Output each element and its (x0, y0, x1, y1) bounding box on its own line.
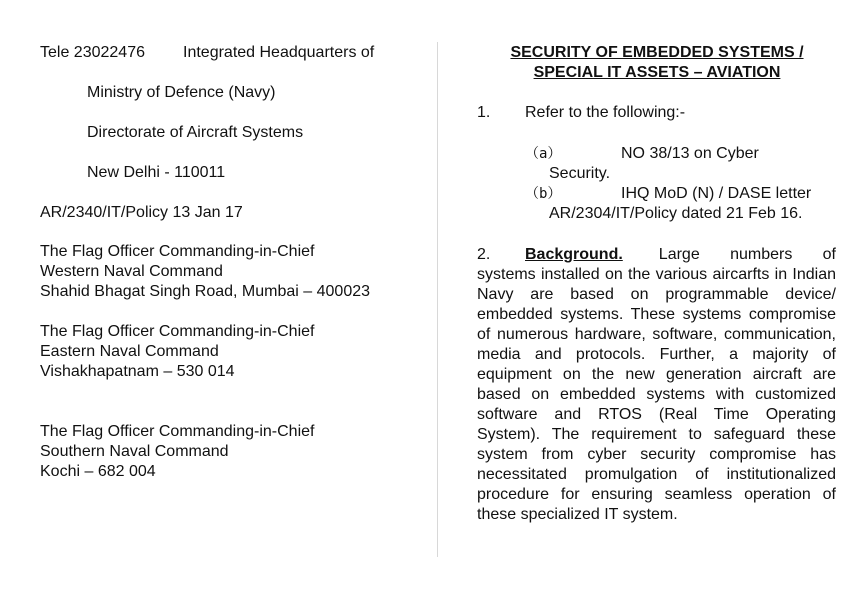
column-divider (437, 42, 438, 557)
title-line-1: SECURITY OF EMBEDDED SYSTEMS / (510, 44, 804, 61)
addressee-line: The Flag Officer Commanding-in-Chief (40, 243, 315, 260)
document-title (477, 43, 837, 83)
org-line-3: Directorate of Aircraft Systems (87, 124, 304, 141)
addressee-line: Western Naval Command (40, 263, 223, 280)
addressee-line: Eastern Naval Command (40, 343, 219, 360)
paragraph-text: Refer to the following:- (525, 104, 686, 121)
addressee-line: Shahid Bhagat Singh Road, Mumbai – 400023 (40, 283, 371, 300)
paragraph-body: Large numbers of systems installed on the various aircarfts in Indian Navy are based on programmable device/ embedded systems. These systems compromise of numerous hardware, software, communication, media and protocols. Further, a majority of equipment on the new generation aircraft are based on embedded systems with customized software and RTOS (Real Time Operating System). The requirement to safeguard these system from cyber security compromise has necessitated promulgation of institutionalized procedure for ensuring seamless operation of these specialized IT system. (477, 246, 836, 523)
item-text: NO 38/13 on Cyber (621, 145, 759, 162)
addressee-line: The Flag Officer Commanding-in-Chief (40, 323, 315, 340)
title-line-2: SPECIAL IT ASSETS – AVIATION (533, 64, 781, 81)
paragraph-number: 1. (477, 104, 491, 121)
item-text: IHQ MoD (N) / DASE letter (621, 185, 812, 202)
addressee-line: Southern Naval Command (40, 443, 229, 460)
item-tag: （b） (525, 186, 562, 202)
item-text-cont: Security. (549, 165, 611, 182)
addressee-line: Vishakhapatnam – 530 014 (40, 363, 235, 380)
reference-number: AR/2340/IT/Policy 13 Jan 17 (40, 204, 243, 221)
paragraph-number: 2. (477, 246, 491, 263)
org-line-1: Integrated Headquarters of (183, 44, 375, 61)
addressee-line: The Flag Officer Commanding-in-Chief (40, 423, 315, 440)
paragraph-heading: Background. (525, 246, 623, 263)
paragraph-2 (477, 245, 836, 525)
item-text-cont: AR/2304/IT/Policy dated 21 Feb 16. (549, 205, 803, 222)
telephone-number: Tele 23022476 (40, 44, 145, 61)
addressee-line: Kochi – 682 004 (40, 463, 156, 480)
org-line-4: New Delhi - 110011 (87, 164, 226, 181)
item-tag: （a） (525, 146, 562, 162)
org-line-2: Ministry of Defence (Navy) (87, 84, 276, 101)
